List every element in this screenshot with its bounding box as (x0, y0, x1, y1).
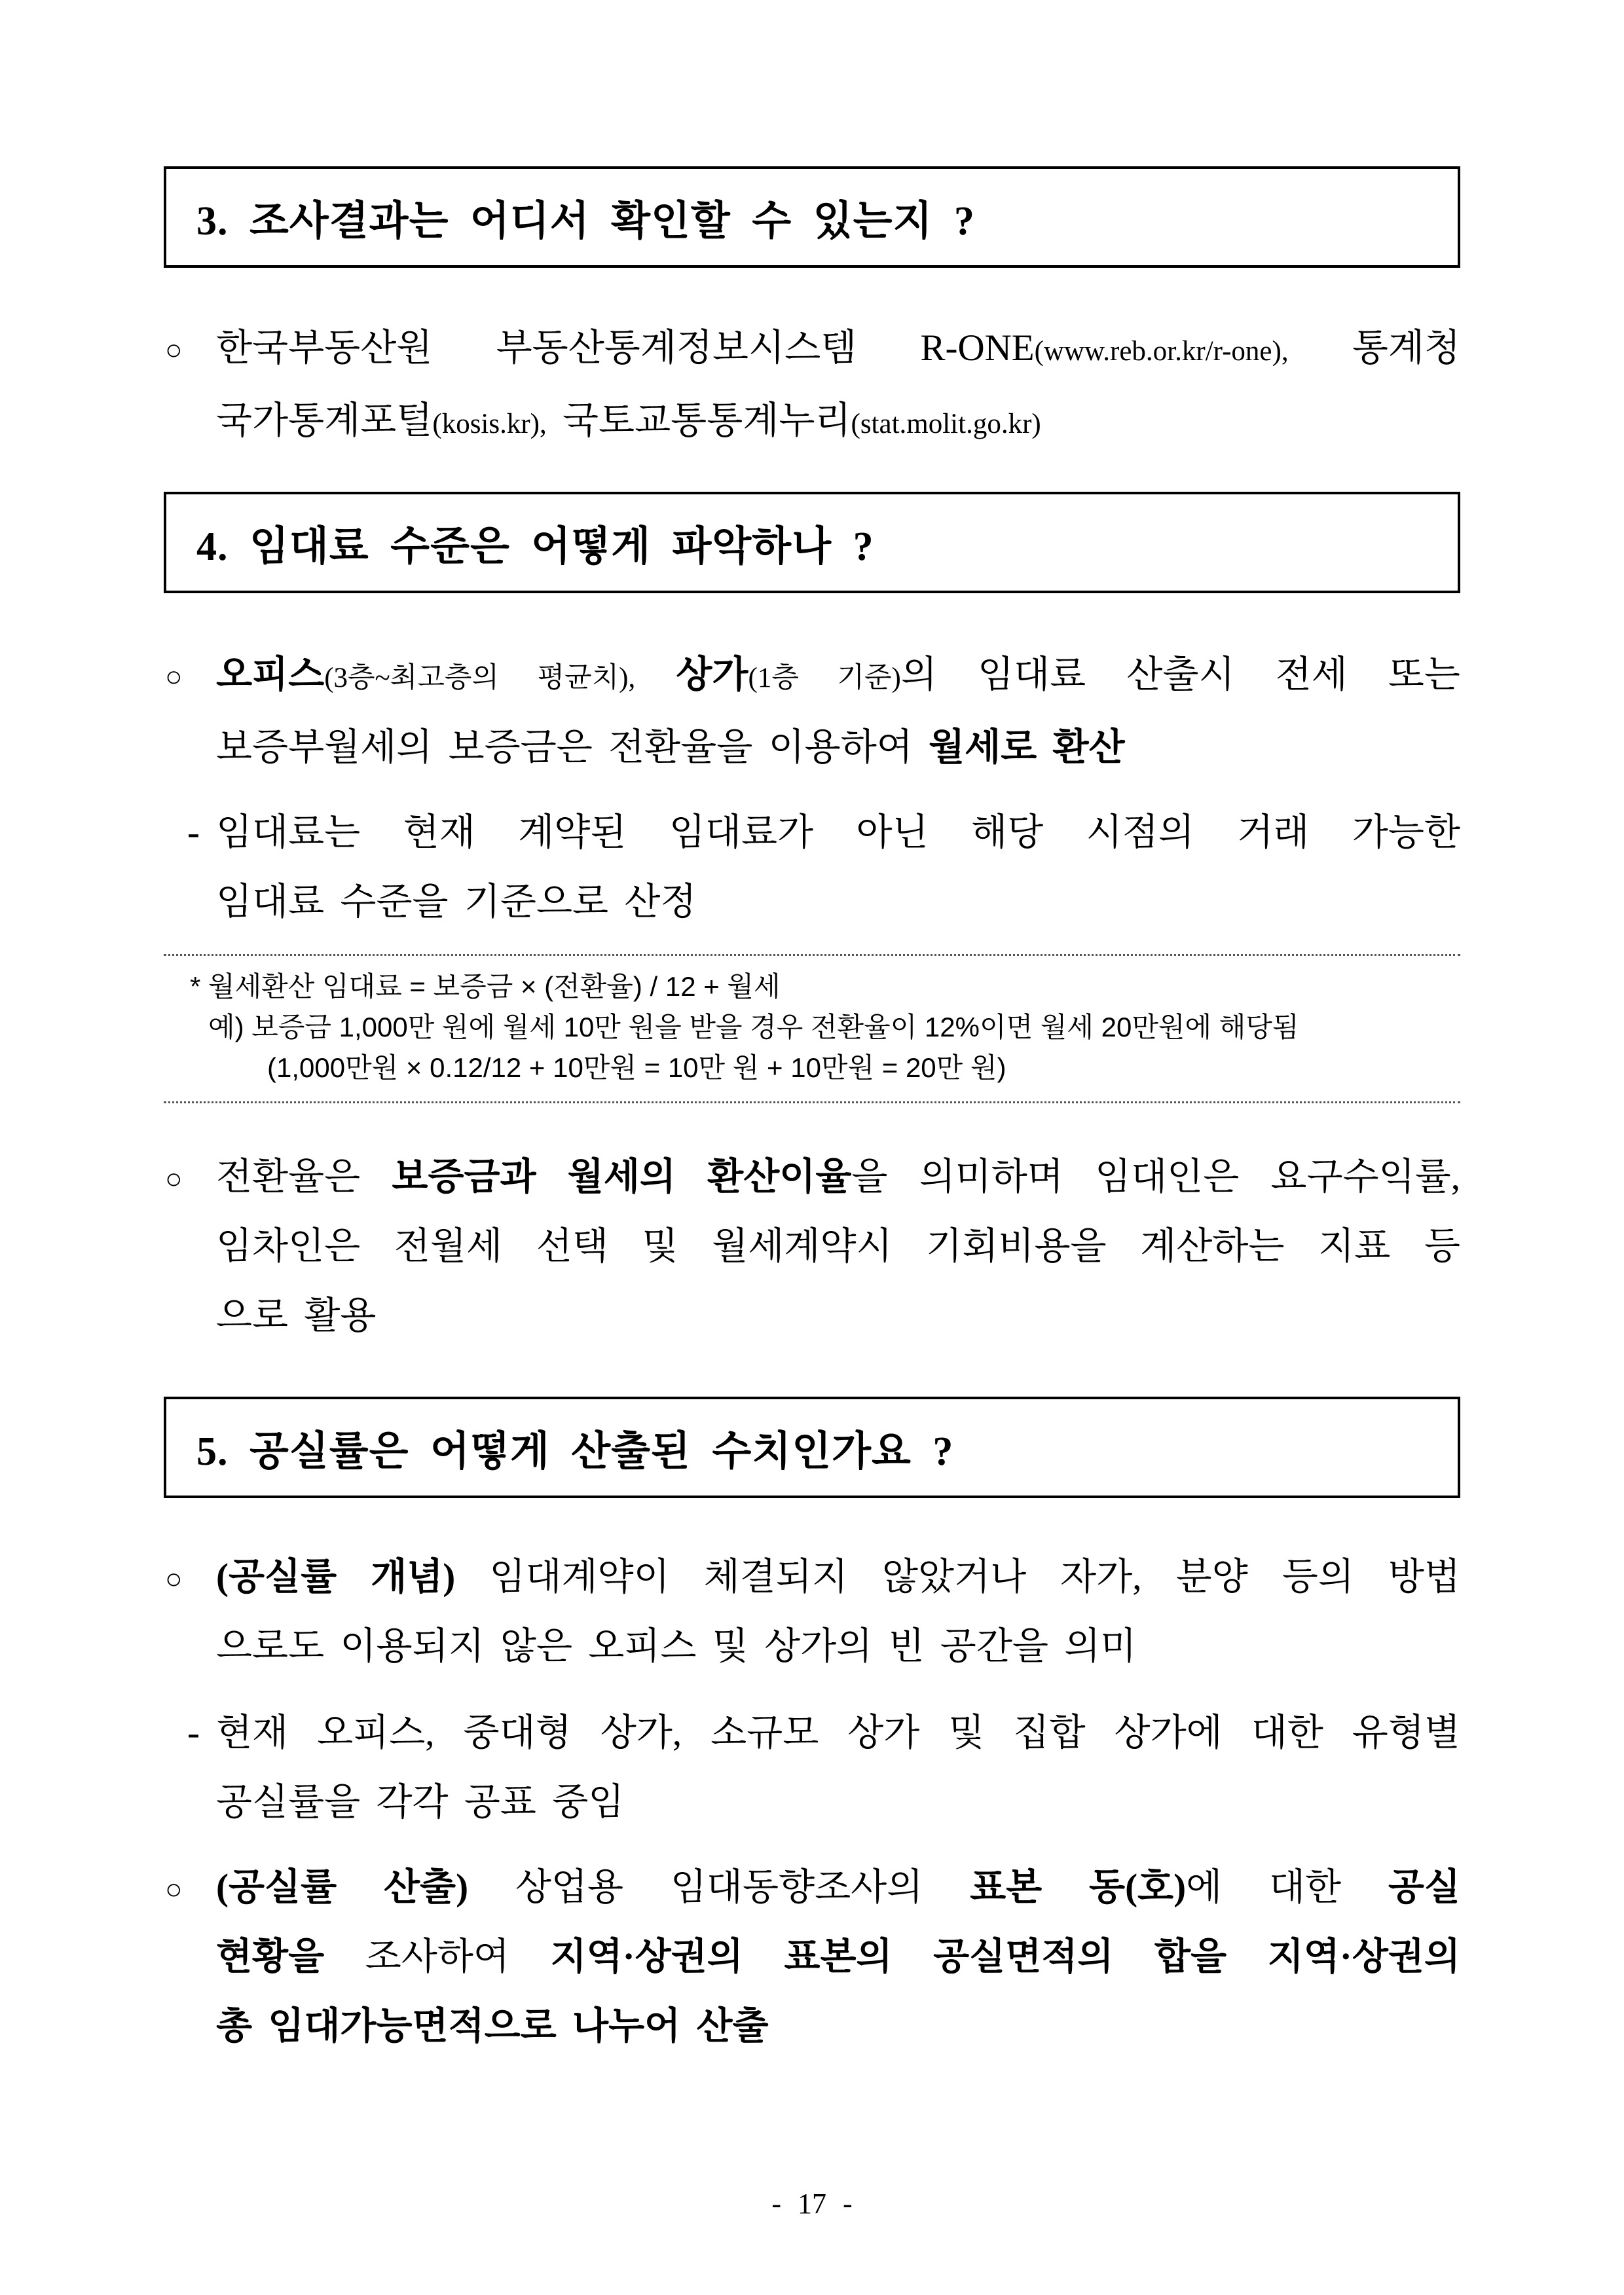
text-line (216, 1992, 1460, 2061)
bullet-vacancy-calculation (164, 1853, 1460, 2061)
text-run: 조사하여 (324, 1936, 551, 1977)
text-run: 으로 활용 (216, 1295, 377, 1336)
section-3-header (164, 166, 1460, 268)
document-content (164, 166, 1460, 2061)
text-line (216, 1612, 1460, 1681)
text-run: 공실 (1388, 1867, 1461, 1908)
bullet-sources (164, 314, 1460, 459)
dash-rent-basis (164, 798, 1460, 937)
dash-bullet-marker: - (187, 1712, 200, 1753)
text-run: 지역·상권의 표본의 공실면적의 합을 지역·상권의 (550, 1936, 1461, 1977)
text-run: 현황을 (216, 1936, 325, 1977)
text-line (216, 640, 1460, 713)
text-line (216, 1281, 1460, 1351)
page-number: - 17 - (771, 2188, 853, 2220)
dash-vacancy-publication (164, 1698, 1460, 1837)
text-run: 보증부월세의 보증금은 전환율을 이용하여 (216, 727, 929, 768)
text-run: 으로도 이용되지 않은 오피스 및 상가의 빈 공간을 의미 (216, 1626, 1137, 1667)
text-line (216, 1212, 1460, 1281)
text-line (216, 1698, 1460, 1768)
dash-bullet-marker: - (187, 812, 200, 853)
text-run: 공실률을 각각 공표 중임 (216, 1782, 625, 1823)
text-line (216, 386, 1460, 459)
text-run: 임대료는 현재 계약된 임대료가 아닌 해당 시점의 거래 가능한 (216, 812, 1460, 853)
text-run: 전환율은 (216, 1156, 392, 1198)
text-run: 상가 (676, 654, 748, 695)
text-run: 월세로 환산 (929, 727, 1125, 768)
calculation-line: (1,000만원 × 0.12/12 + 10만원 = 10만 원 + 10만원 = 20만 원) (267, 1052, 1006, 1083)
text-run: (1층 기준) (748, 663, 901, 693)
formula-note-box (164, 954, 1460, 1103)
circle-bullet-marker: ○ (165, 1163, 183, 1195)
text-run: 임대료 수준을 기준으로 산정 (216, 881, 697, 923)
text-line (216, 1853, 1460, 1922)
text-run: 보증금과 월세의 환산이율 (392, 1156, 852, 1198)
text-line (216, 1543, 1460, 1612)
section-header-title: 5. 공실률은 어떻게 산출된 수치인가요 ? (196, 1429, 954, 1474)
circle-bullet-marker: ○ (165, 1563, 183, 1595)
text-line (216, 713, 1460, 782)
text-run: (공실률 산출) (216, 1867, 469, 1908)
text-run: (공실률 개념) (216, 1556, 456, 1598)
text-run: 통계청 (1288, 327, 1461, 369)
circle-bullet-marker: ○ (165, 334, 183, 366)
section-5-header (164, 1397, 1460, 1498)
text-run: 한국부동산원 부동산통계정보시스템 R-ONE (216, 327, 1035, 369)
circle-bullet-marker: ○ (165, 1873, 183, 1905)
text-run: 임차인은 전월세 선택 및 월세계약시 기회비용을 계산하는 지표 등 (216, 1226, 1460, 1267)
section-header-title: 3. 조사결과는 어디서 확인할 수 있는지 ? (196, 199, 975, 244)
text-line (216, 1143, 1460, 1212)
example-line: 예) 보증금 1,000만 원에 월세 10만 원을 받을 경우 전환율이 12%이면 월세 20만원에 해당됨 (208, 1012, 1299, 1042)
text-run: 오피스 (216, 654, 325, 695)
text-run: 표본 동(호) (970, 1867, 1187, 1908)
bullet-vacancy-concept (164, 1543, 1460, 1681)
bullet-office-rent (164, 640, 1460, 782)
text-run: (stat.molit.go.kr) (851, 409, 1041, 439)
text-run: 총 임대가능면적으로 나누어 산출 (216, 2006, 769, 2047)
formula-line: * 월세환산 임대료 = 보증금 × (전환율) / 12 + 월세 (190, 971, 781, 1002)
text-run (635, 654, 676, 695)
bullet-conversion-rate (164, 1143, 1460, 1351)
section-header-title: 4. 임대료 수준은 어떻게 파악하나 ? (196, 524, 874, 569)
text-run: 현재 오피스, 중대형 상가, 소규모 상가 및 집합 상가에 대한 유형별 (216, 1712, 1460, 1753)
section-4-header (164, 492, 1460, 593)
text-run: 상업용 임대동향조사의 (468, 1867, 970, 1908)
text-run: (3층~최고층의 평균치), (324, 663, 636, 693)
text-line (216, 1922, 1460, 1992)
text-line (216, 314, 1460, 386)
circle-bullet-marker: ○ (165, 661, 183, 693)
text-run: (kosis.kr), (432, 409, 547, 439)
text-run: 에 대한 (1186, 1867, 1388, 1908)
text-line (216, 868, 1460, 937)
text-run: 임대계약이 체결되지 않았거나 자가, 분양 등의 방법 (455, 1556, 1460, 1598)
text-run: (www.reb.or.kr/r-one), (1034, 336, 1289, 367)
text-run: 국토교통통계누리 (546, 400, 851, 441)
text-line (216, 798, 1460, 868)
text-run: 국가통계포털 (216, 400, 433, 441)
text-run: 의 임대료 산출시 전세 또는 (900, 654, 1460, 695)
text-run: 을 의미하며 임대인은 요구수익률, (851, 1156, 1460, 1198)
text-line (216, 1768, 1460, 1837)
